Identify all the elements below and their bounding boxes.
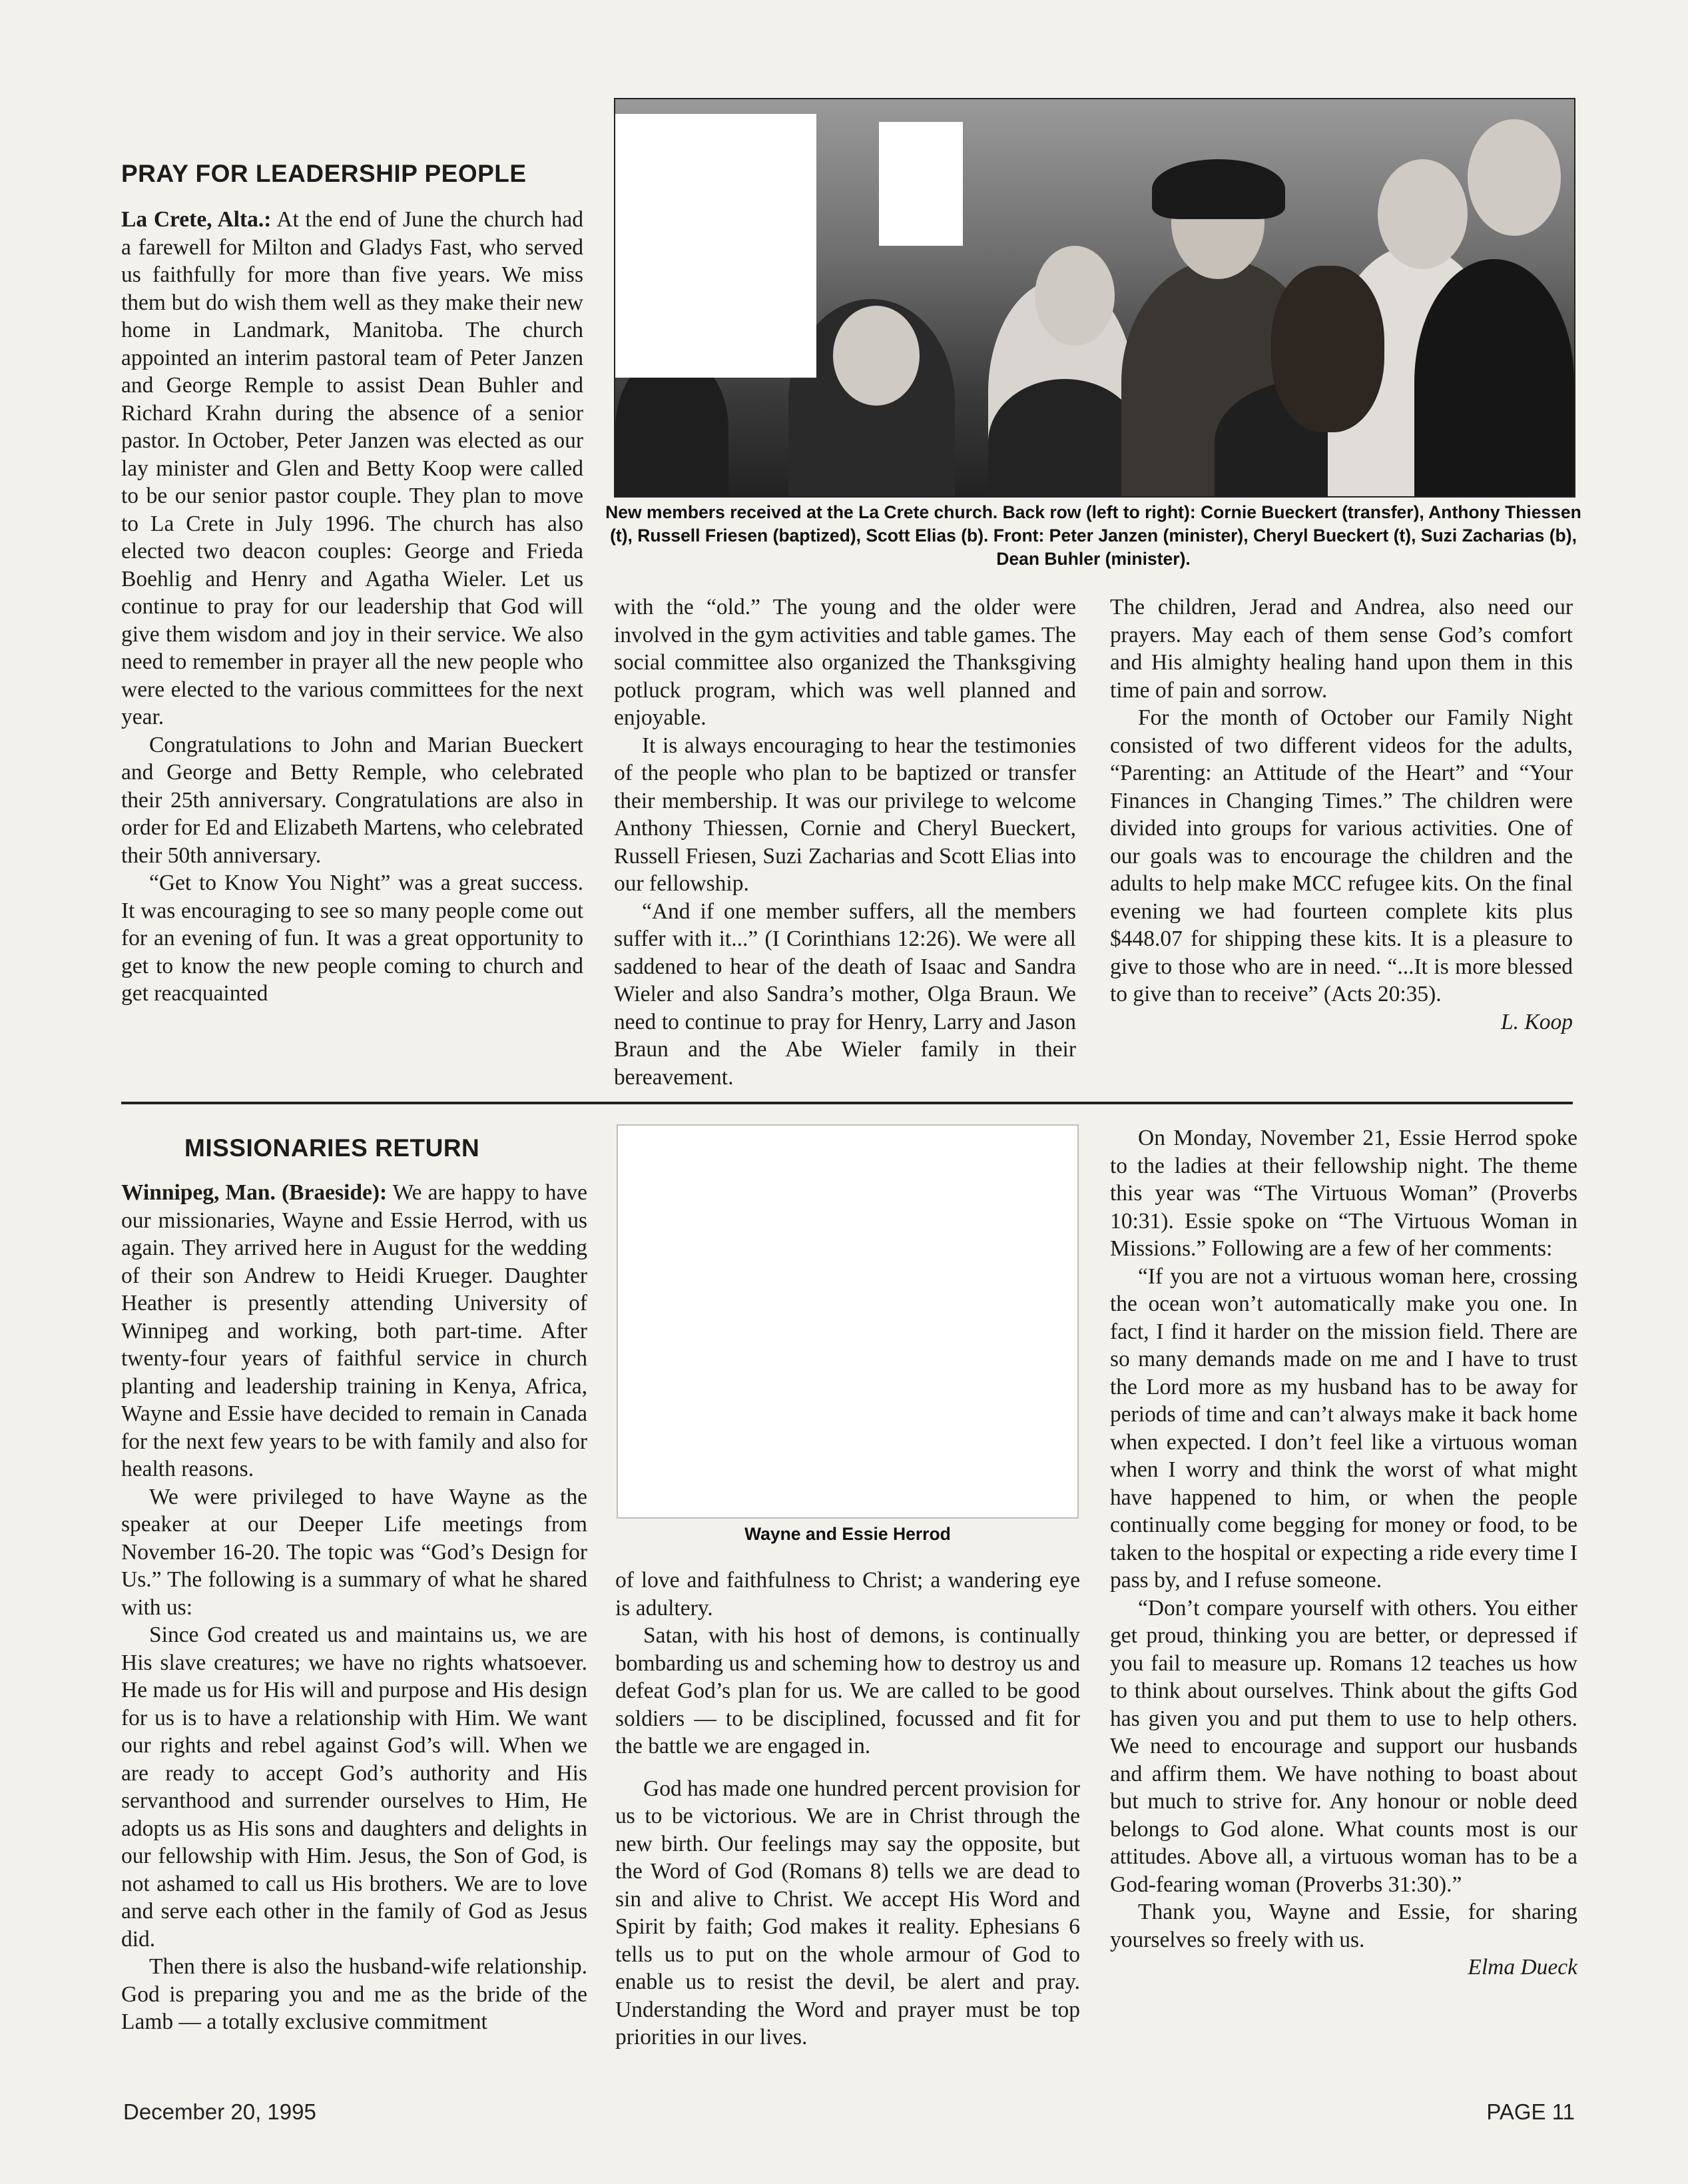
article-paragraph: Winnipeg, Man. (Braeside): We are happy to have our missionaries, Wayne and Essie Herrod, with us again. They arrived here in August for the wedding of their son Andrew to Heidi Krueger. Daughter Heather is presently attending University of Winnipeg and working, both part-time. After twenty-four years of faithful service in church planting and leadership training in Kenya, Africa, Wayne and Essie have decided to remain in Canada for the next few years to be with family and also for health reasons. — [121, 1180, 587, 1481]
article-paragraph: The children, Jerad and Andrea, also need our prayers. May each of them sense God’s comfort and His almighty healing hand upon them in this time of pain and sorrow. — [1110, 595, 1573, 703]
article-heading: MISSIONARIES RETURN — [184, 1134, 480, 1162]
article-paragraph: of love and faithfulness to Christ; a wandering eye is adultery. — [615, 1568, 1080, 1621]
article-paragraph: Since God created us and maintains us, we are His slave creatures; we have no rights whatsoever. He made us for His will and purpose and His design for us is to have a relationship with Him. We want our rights and rebel against God’s will. When we are ready to accept God’s authority and His servanthood and surrender ourselves to Him, He adopts us as His sons and daughters and delights in our fellowship with Him. Jesus, the Son of God, is not ashamed to call us His brothers. We are to love and serve each other in the family of God as Jesus did. — [121, 1623, 587, 1952]
article-paragraph: La Crete, Alta.: At the end of June the church had a farewell for Milton and Gladys Fast, who served us faithfully for more than five years. We miss them but do wish them well as they make their new home in Landmark, Manitoba. The church appointed an interim pastoral team of Peter Janzen and George Remple to assist Dean Buhler and Richard Krahn during the absence of a senior pastor. In October, Peter Janzen was elected as our lay minister and Glen and Betty Koop were called to be our senior pastor couple. They plan to move to La Crete in July 1996. The church has also elected two deacon couples: George and Frieda Boehlig and Henry and Agatha Wieler. Let us continue to pray for our leadership that God will give them wisdom and joy in their service. We also need to remember in prayer all the new people who were elected to the various committees for the next year. — [121, 207, 583, 729]
article-paragraph: It is always encouraging to hear the testimonies of the people who plan to be baptized or transfer their membership. It was our privilege to welcome Anthony Thiessen, Cornie and Cheryl Bueckert, Russell Friesen, Suzi Zacharias and Scott Elias into our fellowship. — [614, 733, 1076, 896]
article-paragraph: We were privileged to have Wayne as the speaker at our Deeper Life meetings from November 16-20. The topic was “God’s Design for Us.” The following is a summary of what he shared with us: — [121, 1484, 587, 1620]
article-paragraph: “And if one member suffers, all the members suffer with it...” (I Corinthians 12:26). We were all saddened to hear of the death of Isaac and Sandra Wieler and also Sandra’s mother, Olga Braun. We need to continue to pray for Henry, Larry and Jason Braun and the Abe Wieler family in their bereavement. — [614, 899, 1076, 1090]
article-paragraph: Then there is also the husband-wife relationship. God is preparing you and me as the bride of the Lamb — a totally exclusive commitment — [121, 1954, 587, 2034]
article-paragraph: For the month of October our Family Night consisted of two different videos for the adults, “Parenting: an Attitude of the Heart” and “Your Finances in Changing Times.” The children were divided into groups for various activities. One of our goals was to encourage the children and the adults to help make MCC refugee kits. On the final evening we had fourteen complete kits plus $448.07 for shipping these kits. It is a pleasure to give to those who are in need. “...It is more blessed to give than to receive” (Acts 20:35). — [1110, 705, 1573, 1006]
photo-caption: Wayne and Essie Herrod — [744, 1524, 951, 1544]
article-paragraph: Congratulations to John and Marian Bueckert and George and Betty Remple, who celebrated their 25th anniversary. Congratulations are also in order for Ed and Elizabeth Martens, who celebrated their 50th anniversary. — [121, 732, 583, 868]
signature: Elma Dueck — [1468, 1955, 1577, 1980]
article-heading: PRAY FOR LEADERSHIP PEOPLE — [121, 160, 527, 187]
section-divider — [121, 1102, 1573, 1104]
article-paragraph: Satan, with his host of demons, is continually bombarding us and scheming how to destroy us and defeat God’s plan for us. We are called to be good soldiers — to be disciplined, focussed and fit for the battle we are engaged in. — [615, 1623, 1080, 1758]
article-column-1 — [121, 206, 583, 1008]
article-column-2 — [614, 593, 1076, 1091]
photo-caption: New members received at the La Crete church. Back row (left to right): Cornie Bueckert (transfer), Anthony Thiessen (t), Russell Friesen (baptized), Scott Elias (b). Front: Peter Janzen (minister), Cheryl Bueckert (t), Suzi Zacharias (b), Dean Buhler (minister). — [605, 502, 1581, 569]
article-paragraph: with the “old.” The young and the older were involved in the gym activities and table games. The social committee also organized the Thanksgiving potluck program, which was well planned and enjoyable. — [614, 595, 1076, 730]
article-paragraph: Thank you, Wayne and Essie, for sharing yourselves so freely with us. — [1110, 1900, 1577, 1952]
signature: L. Koop — [1501, 1009, 1573, 1034]
redacted-area — [879, 122, 963, 246]
group-photo — [614, 98, 1575, 498]
article-column-2 — [615, 1567, 1080, 2051]
article-column-3 — [1110, 1124, 1577, 1982]
article-paragraph: “If you are not a virtuous woman here, crossing the ocean won’t automatically make you one. In fact, I find it harder on the mission field. There are so many demands made on me and I have to trust the Lord more as my husband has to be away for periods of time and can’t always make it back home when expected. I don’t feel like a virtuous woman when I worry and think the worst of what might have happened to him, or when the people continually come begging for money or food, to be taken to the hospital or expecting a ride every time I pass by, and I refuse someone. — [1110, 1264, 1577, 1593]
herrod-photo — [617, 1124, 1079, 1519]
issue-date: December 20, 1995 — [123, 2099, 316, 2124]
article-paragraph: God has made one hundred percent provision for us to be victorious. We are in Christ through the new birth. Our feelings may say the opposite, but the Word of God (Romans 8) tells we are dead to sin and alive to Christ. We accept His Word and Spirit by faith; God makes it reality. Ephesians 6 tells us to put on the whole armour of God to enable us to resist the devil, be alert and pray. Understanding the Word and prayer must be top priorities in our lives. — [615, 1776, 1080, 2049]
article-column-1 — [121, 1179, 587, 2036]
article-paragraph: On Monday, November 21, Essie Herrod spoke to the ladies at their fellowship night. The theme this year was “The Virtuous Woman” (Proverbs 10:31). Essie spoke on “The Virtuous Woman in Missions.” Following are a few of her comments: — [1110, 1126, 1577, 1261]
dateline: La Crete, Alta.: — [121, 207, 272, 232]
dateline: Winnipeg, Man. (Braeside): — [121, 1180, 388, 1205]
redacted-area — [615, 114, 816, 378]
article-column-3 — [1110, 593, 1573, 1036]
page-number: PAGE 11 — [1486, 2099, 1575, 2124]
article-paragraph: “Don’t compare yourself with others. You either get proud, thinking you are better, or depressed if you fail to measure up. Romans 12 teaches us how to think about ourselves. Think about the gifts God has given you and put them to use to help others. We need to encourage and support our husbands and affirm them. We have nothing to boast about but much to strive for. Any honour or noble deed belongs to God alone. What counts most is our attitudes. Above all, a virtuous woman has to be a God-fearing woman (Proverbs 31:30).” — [1110, 1595, 1577, 1897]
article-paragraph: “Get to Know You Night” was a great success. It was encouraging to see so many people come out for an evening of fun. It was a great opportunity to get to know the new people coming to church and get reacquainted — [121, 871, 583, 1006]
